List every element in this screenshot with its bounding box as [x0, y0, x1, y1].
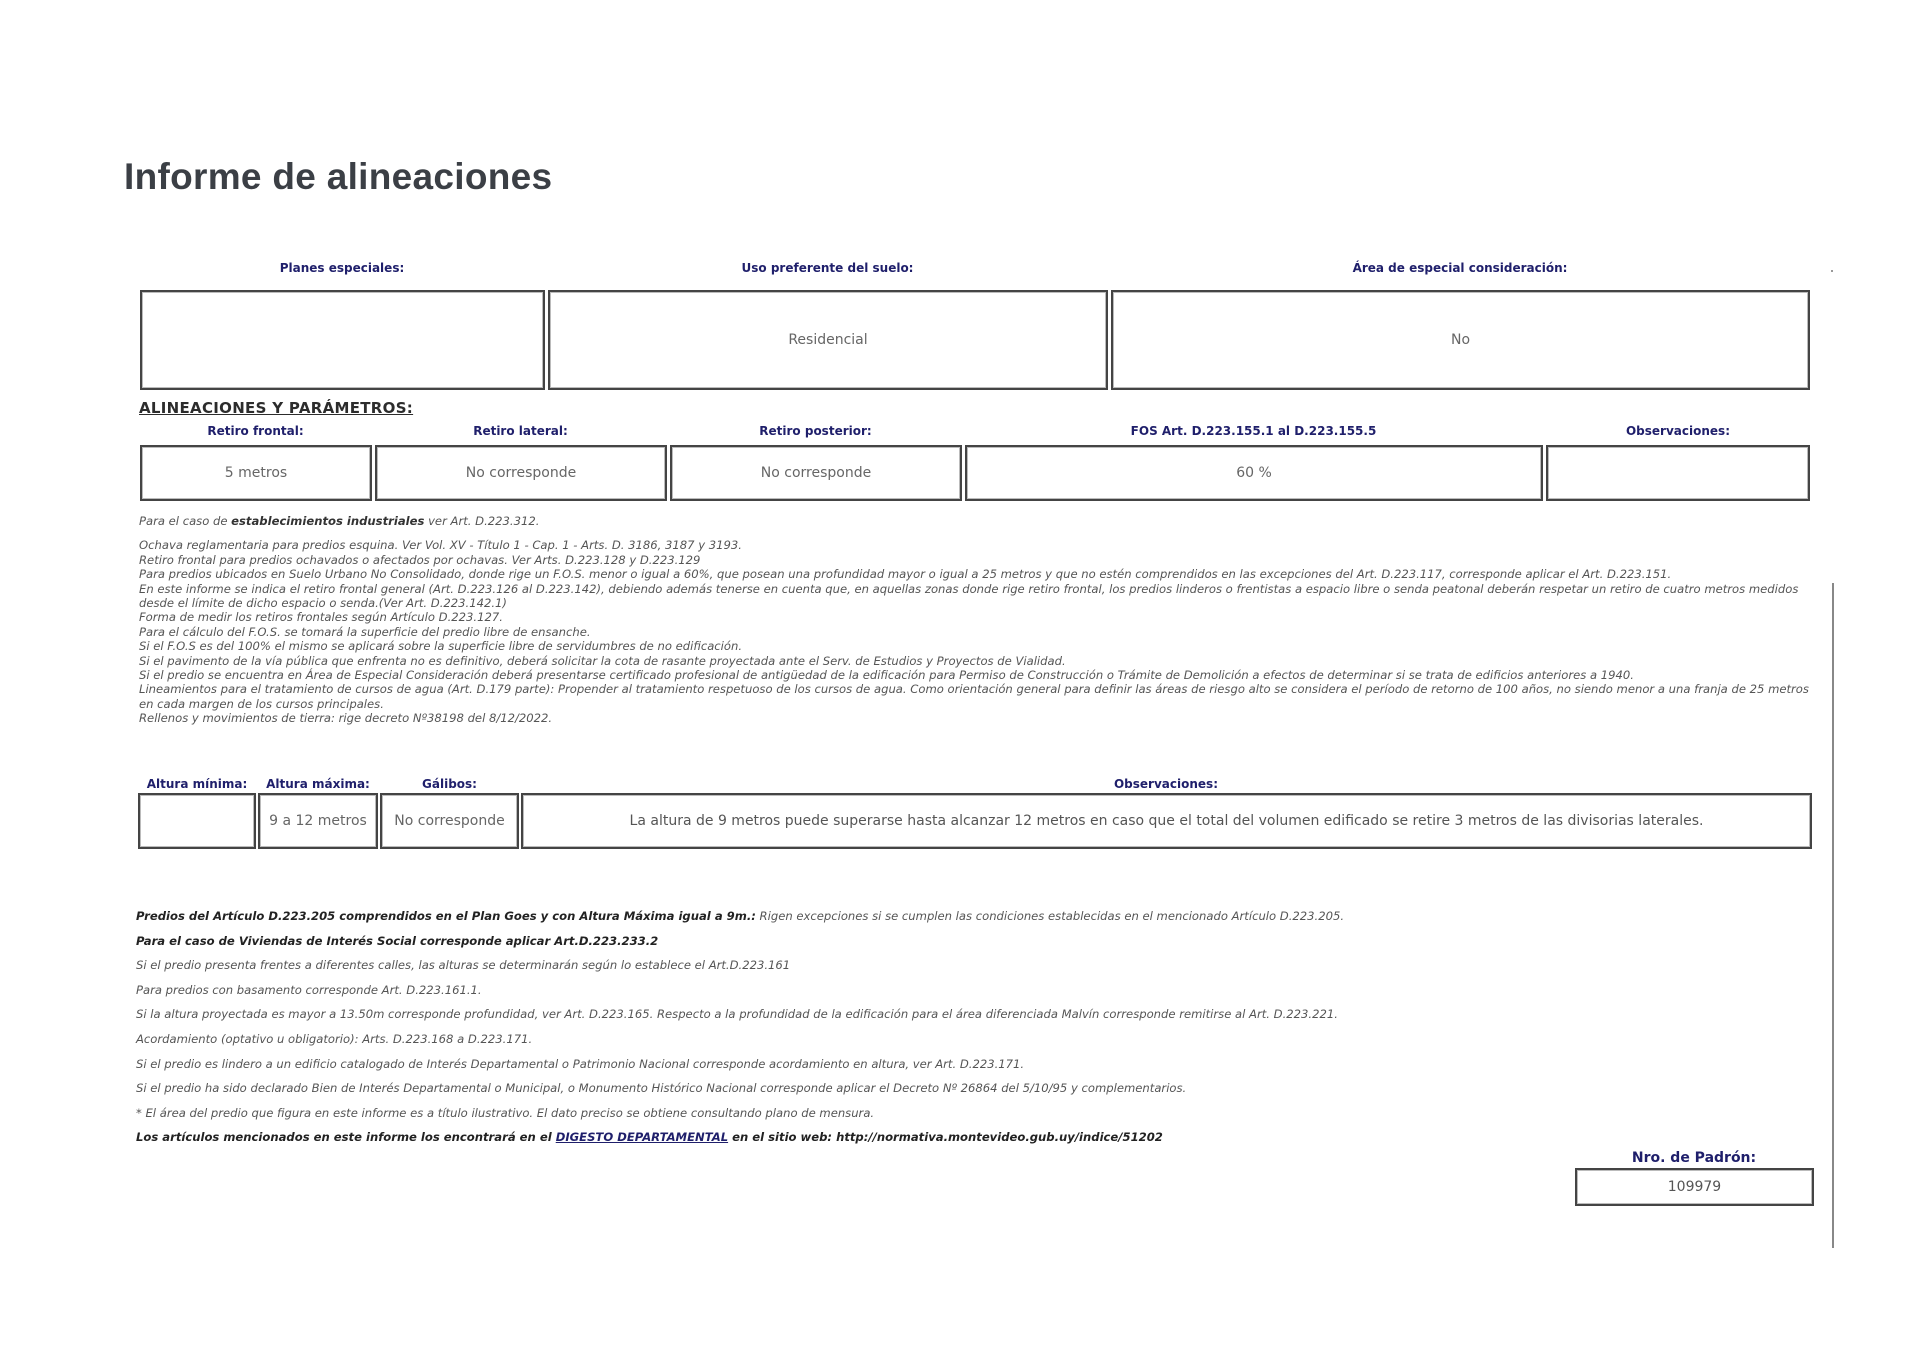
note-line: Forma de medir los retiros frontales según Artículo D.223.127.: [139, 610, 503, 625]
note-digesto-prefix: Los artículos mencionados en este informe los encontrará en el: [136, 1130, 556, 1145]
note-line: Si la altura proyectada es mayor a 13.50m corresponde profundidad, ver Art. D.223.165. Respecto a la profundidad de la edificación para el área diferenciada Malvín corresponde remitirse al Art. D.223.221.: [136, 1007, 1338, 1022]
altura-maxima-label: Altura máxima:: [266, 777, 370, 791]
note-line: Si el F.O.S es del 100% el mismo se aplicará sobre la superficie libre de servidumbres de no edificación.: [139, 639, 743, 654]
page-title: Informe de alineaciones: [124, 156, 553, 197]
observaciones-alturas-value: La altura de 9 metros puede superarse hasta alcanzar 12 metros en caso que el total del volumen edificado se retire 3 metros de las divisorias laterales.: [521, 793, 1812, 849]
altura-minima-label: Altura mínima:: [146, 777, 248, 791]
note-line: Si el predio presenta frentes a diferentes calles, las alturas se determinarán según lo establece el Art.D.223.161: [136, 958, 791, 973]
fos-value: 60 %: [965, 445, 1543, 501]
note-industrial: [139, 514, 1819, 528]
note-line: En este informe se indica el retiro frontal general (Art. D.223.126 al D.223.142), debiendo además tenerse en cuenta que, en aquellas zonas donde rige retiro frontal, los predios linderos o frentistas a espacio libre o senda peatonal deberán respetar un retiro de cuatro metros medidos desde el límite de dicho espacio o senda.(Ver Art. D.223.142.1): [139, 581, 1799, 611]
notes-block: [139, 514, 1819, 726]
note-line: Si el predio se encuentra en Área de Especial Consideración deberá presentarse certificado profesional de antigüedad de la edificación para Permiso de Construcción o Trámite de Demolición a efectos de determinar si se trata de edificios anteriores a 1940.: [139, 668, 1634, 683]
alineaciones-heading: ALINEACIONES Y PARÁMETROS:: [139, 399, 414, 417]
note-line: Acordamiento (optativo u obligatorio): Arts. D.223.168 a D.223.171.: [136, 1031, 533, 1046]
note-line: Para predios ubicados en Suelo Urbano No Consolidado, donde rige un F.O.S. menor o igual a 60%, que posean una profundidad mayor o igual a 25 metros y que no estén comprendidos en las excepciones del Art. D.223.117, corresponde aplicar el Art. D.223.151.: [139, 567, 1672, 582]
observaciones-alineaciones-label: Observaciones:: [1625, 424, 1730, 438]
retiro-posterior-value: No corresponde: [670, 445, 962, 501]
observaciones-alineaciones-value: [1546, 445, 1810, 501]
digesto-link[interactable]: DIGESTO DEPARTAMENTAL: [555, 1130, 729, 1145]
fos-label: FOS Art. D.223.155.1 al D.223.155.5: [1130, 424, 1377, 438]
note-line: Si el pavimento de la vía pública que enfrenta no es definitivo, deberá solicitar la cota de rasante proyectada ante el Serv. de Estudios y Proyectos de Vialidad.: [139, 653, 1066, 668]
retiro-frontal-label: Retiro frontal:: [207, 424, 304, 438]
retiro-posterior-label: Retiro posterior:: [759, 424, 872, 438]
area-especial-label: Área de especial consideración:: [1352, 261, 1568, 275]
uso-suelo-value: Residencial: [548, 290, 1108, 390]
note-line: Para predios con basamento corresponde Art. D.223.161.1.: [136, 982, 482, 997]
note-plan-goes: [136, 908, 1736, 933]
note-plan-goes-text: Rigen excepciones si se cumplen las condiciones establecidas en el mencionado Artículo D.223.205.: [755, 909, 1345, 923]
retiro-frontal-value: 5 metros: [140, 445, 372, 501]
observaciones-alturas-label: Observaciones:: [1113, 777, 1218, 791]
galibos-label: Gálibos:: [422, 777, 477, 791]
galibos-value: No corresponde: [380, 793, 519, 849]
note-vivienda-bold: Para el caso de Viviendas de Interés Social corresponde aplicar Art.D.223.233.2: [136, 933, 659, 948]
note-line: Ochava reglamentaria para predios esquina. Ver Vol. XV - Título 1 - Cap. 1 - Arts. D. 3186, 3187 y 3193.: [139, 538, 742, 553]
note-digesto-suffix: en el sitio web: http://normativa.montevideo.gub.uy/indice/51202: [728, 1130, 1163, 1145]
area-especial-value: No: [1111, 290, 1810, 390]
note-line: Para el cálculo del F.O.S. se tomará la superficie del predio libre de ensanche.: [139, 624, 591, 639]
stray-mark: [1831, 270, 1833, 272]
note-line: Lineamientos para el tratamiento de cursos de agua (Art. D.179 parte): Propender al tratamiento respetuoso de los cursos de agua. Como orientación general para definir las áreas de riesgo alto se considera el período de retorno de 100 años, no siendo menor a una franja de 25 metros en cada margen de los cursos principales.: [139, 682, 1809, 711]
note-digesto: [136, 1129, 1736, 1154]
bottom-notes: [136, 908, 1736, 1154]
note-line: Retiro frontal para predios ochavados o afectados por ochavas. Ver Arts. D.223.128 y D.223.129: [139, 552, 701, 567]
vertical-divider: [1832, 583, 1834, 1248]
planes-especiales-label: Planes especiales:: [279, 261, 405, 275]
retiro-lateral-value: No corresponde: [375, 445, 667, 501]
retiro-lateral-label: Retiro lateral:: [473, 424, 568, 438]
note-line: Rellenos y movimientos de tierra: rige decreto Nº38198 del 8/12/2022.: [139, 711, 553, 726]
note-industrial-prefix: Para el caso de: [139, 514, 232, 528]
altura-maxima-value: 9 a 12 metros: [258, 793, 378, 849]
padron-value: 109979: [1575, 1168, 1814, 1206]
planes-especiales-value: [140, 290, 545, 390]
padron-label: Nro. de Padrón:: [1631, 1150, 1757, 1166]
note-plan-goes-bold: Predios del Artículo D.223.205 comprendidos en el Plan Goes y con Altura Máxima igual a 9m.:: [136, 909, 756, 923]
note-line: * El área del predio que figura en este informe es a título ilustrativo. El dato preciso se obtiene consultando plano de mensura.: [136, 1105, 875, 1120]
note-vivienda-social: [136, 933, 1736, 958]
note-line: Si el predio es lindero a un edificio catalogado de Interés Departamental o Patrimonio Nacional corresponde acordamiento en altura, ver Art. D.223.171.: [136, 1056, 1025, 1071]
altura-minima-value: [138, 793, 256, 849]
uso-suelo-label: Uso preferente del suelo:: [741, 261, 914, 275]
note-line: Si el predio ha sido declarado Bien de Interés Departamental o Municipal, o Monumento Histórico Nacional corresponde aplicar el Decreto Nº 26864 del 5/10/95 y complementarios.: [136, 1081, 1187, 1096]
note-industrial-bold: establecimientos industriales: [231, 514, 425, 528]
note-industrial-suffix: ver Art. D.223.312.: [424, 514, 540, 528]
